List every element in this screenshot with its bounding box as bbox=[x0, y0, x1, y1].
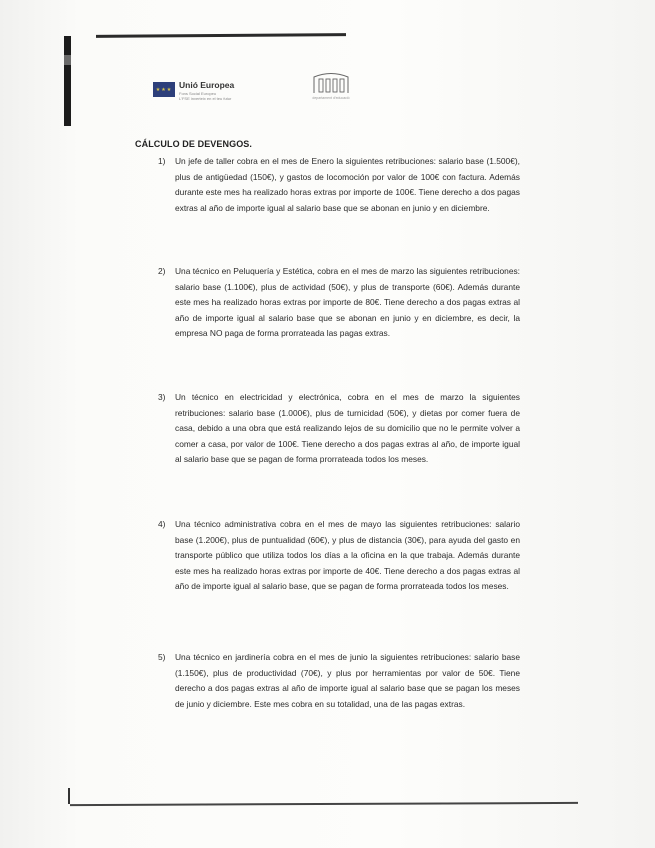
exercise-number: 1) bbox=[158, 156, 166, 166]
exercise-4 bbox=[158, 517, 520, 595]
eu-flag-icon: ★★★ bbox=[153, 82, 175, 97]
exercise-1 bbox=[158, 154, 520, 216]
eu-subtitle: Fons Social Europeu bbox=[179, 91, 217, 96]
exercise-number: 4) bbox=[158, 519, 166, 529]
education-logo-caption: departament d'educació bbox=[312, 96, 350, 100]
exercise-number: 2) bbox=[158, 266, 166, 276]
scan-bottom-tick bbox=[68, 788, 70, 804]
exercise-text: Un jefe de taller cobra en el mes de Enero la siguientes retribuciones: salario base (1.500€), plus de antigüedad (150€), y gastos de locomoción por valor de 100€ con factura. Además durante este mes ha realizado horas extras por importe de 100€. Tiene derecho a dos pagas extras al año de importe igual al salario base que se abonan en junio y en diciembre. bbox=[175, 156, 520, 213]
binder-mark bbox=[64, 55, 71, 65]
binder-edge bbox=[64, 36, 71, 126]
exercise-text: Un técnico en electricidad y electrónica, cobra en el mes de marzo la siguientes retribuciones: salario base (1.000€), plus de turnicidad (50€), y dietas por comer fuera de casa, debido a una obra que está realizando lejos de su domicilio que no le permite volver a comer a casa, por valor de 100€. Tiene derecho a dos pagas extras al año, de importe igual al salario base que se pagan de forma prorrateada todos los meses. bbox=[175, 392, 520, 465]
scan-top-edge bbox=[96, 33, 346, 38]
exercise-3 bbox=[158, 390, 520, 468]
education-logo-icon bbox=[312, 72, 350, 94]
eu-title: Unió Europea bbox=[179, 80, 235, 90]
exercise-number: 5) bbox=[158, 652, 166, 662]
exercise-text: Una técnico en Peluquería y Estética, cobra en el mes de marzo las siguientes retribuciones: salario base (1.100€), plus de actividad (50€), y plus de transporte (60€). Además durante este mes ha realizado horas extras por importe de 80€. Tiene derecho a dos pagas extras al año de importe igual al salario base que se abonan en junio y en diciembre, es decir, la empresa NO paga de forma prorrateada las pagas extras. bbox=[175, 266, 520, 339]
page-title: CÁLCULO DE DEVENGOS. bbox=[135, 139, 253, 149]
exercise-number: 3) bbox=[158, 392, 166, 402]
exercise-5 bbox=[158, 650, 520, 712]
exercise-text: Una técnico en jardinería cobra en el mes de junio la siguientes retribuciones: salario base (1.150€), plus de productividad (70€), y plus por herramientas por valor de 50€. Tiene derecho a dos pagas extras al año de importe igual al salario base que se pagan los meses de junio y diciembre. Este mes cobra en su totalidad, una de las pagas extras. bbox=[175, 652, 520, 709]
scan-bottom-edge bbox=[70, 802, 578, 806]
exercise-2 bbox=[158, 264, 520, 342]
exercise-text: Una técnico administrativa cobra en el mes de mayo las siguientes retribuciones: salario base (1.200€), plus de puntualidad (60€), y plus de distancia (30€), para ayuda del gasto en transporte público que utiliza todos los días a la oficina en la que trabaja. Además durante este mes ha realizado horas extras por importe de 40€. Tiene derecho a dos pagas extras al año de importe igual al salario base, que se pagan de forma prorrateada todos los meses. bbox=[175, 519, 520, 592]
eu-subtitle-2: L'FSE inverteix en el teu futur bbox=[179, 96, 232, 101]
